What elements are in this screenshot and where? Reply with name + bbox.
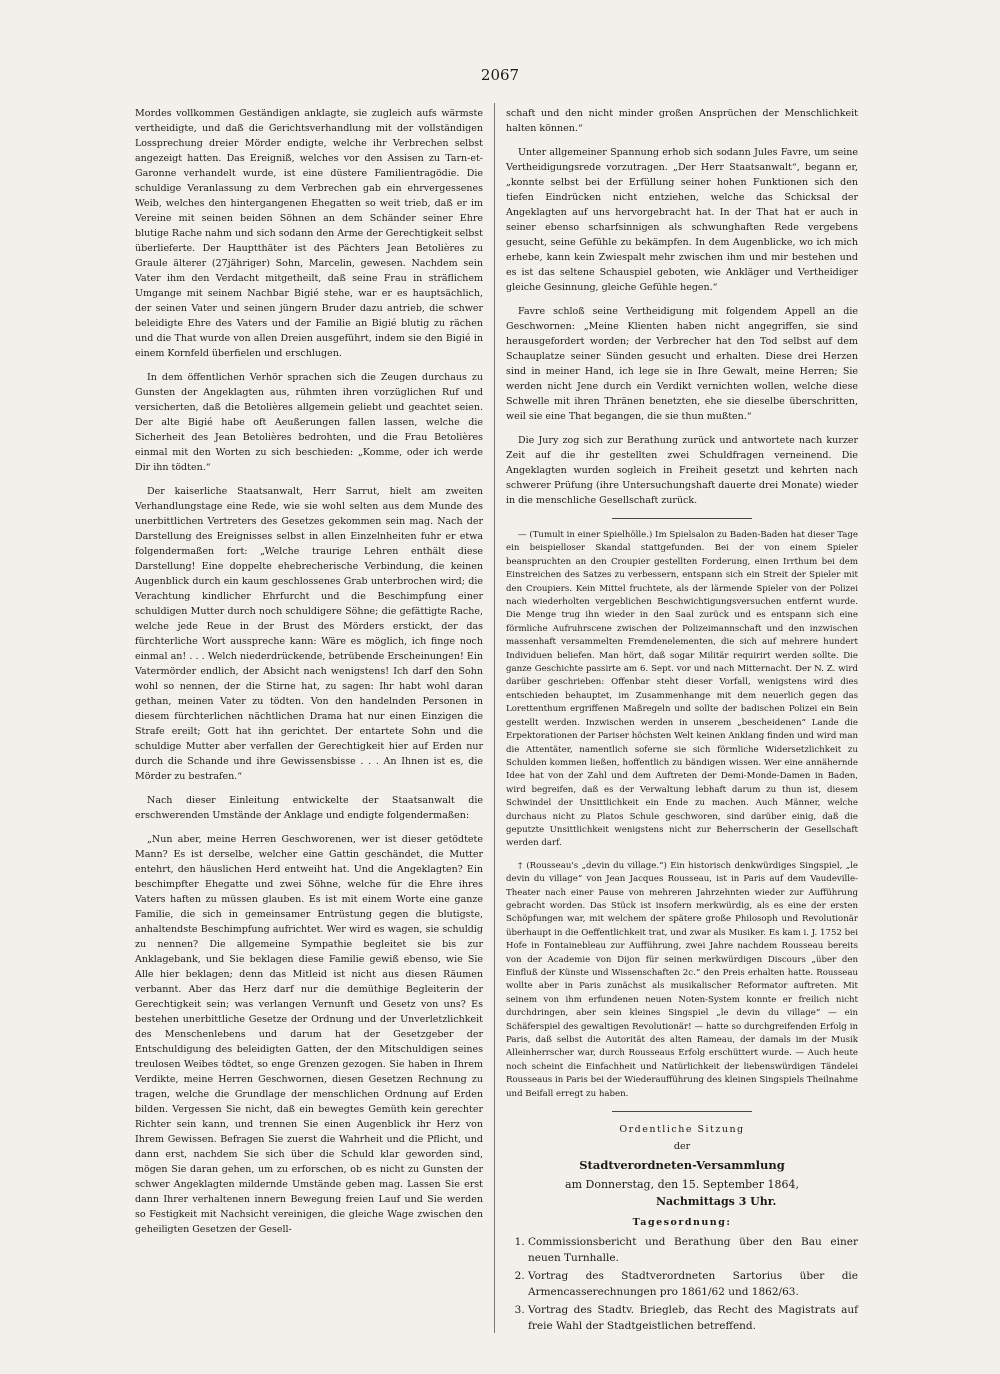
news-item-spielhoelle: — (Tumult in einer Spielhölle.) Im Spielsalon zu Baden-Baden hat dieser Tage ein beispielloser Skandal stattgefunden. Bei der von einem Spieler beanspruchten an den Croupier gestellten Forderung, einen Irrthum bei dem Einstreichen des Satzes zu verbessern, entspann sich ein Streit der Spieler mit den Croupiers. Kein Mittel fruchtete, als der lärmende Spieler von der Polizei nach wiederholten vergeblichen Beschwichtigungsversuchen entfernt wurde. Die Menge trug ihn wieder in den Saal zurück und es entspann sich eine förmliche Aufruhrscene zwischen der Polizeimannschaft und den inzwischen massenhaft versammelten Fremdenelementen, die sich auf mehrere hundert Individuen beliefen. Man hört, daß sogar Militär requirirt werden sollte. Die ganze Geschichte passirte am 6. Sept. vor und nach Mitternacht. Der N. Z. wird darüber geschrieben: Offenbar steht dieser Vorfall, wenigstens wird dies entschieden behauptet, im Zusammenhange mit dem neuerlich gegen das Lorettenthum ergriffenen Maßregeln und sollte der badischen Polizei ein Bein gestellt werden. Inzwischen werden in unserem „bescheidenen“ Lande die Erpektorationen der Pariser höchsten Welt keinen Anklang finden und wird man die Attentäter, namentlich soferne sie sich förmliche Widersetzlichkeit zu Schulden kommen ließen, hoffentlich zu bändigen wissen. Wer eine annähernde Idee hat von der Zahl und dem Auftreten der Demi-Monde-Damen in Baden, wird begreifen, daß es der Verwaltung lebhaft darum zu thun ist, diesem Schwindel der Unsittlichkeit ein Ende zu machen. Auch Männer, welche durchaus nicht zu Platos Schule geschworen, sind darüber einig, daß die geputzte Unsittlichkeit wenigstens nicht zur Beherrscherin der Gesellschaft werden darf. [506,530,858,849]
agenda-item: 2. Vortrag des Stadtverordneten Sartorius über die Armencasserechnungen pro 1861/62 und 1862/63. [528,1268,858,1300]
paragraph: In dem öffentlichen Verhör sprachen sich die Zeugen durchaus zu Gunsten der Angeklagten aus, rühmten ihren vorzüglichen Ruf und versicherten, daß die Betolières allgemein geliebt und geachtet seien. Der alte Bigié habe oft Aeußerungen fallen lassen, welche die Sicherheit des Jean Betolières bedrohten, und die Frau Betolières einmal mit den Worten zu sich beschieden: „Komme, oder ich werde Dir ihn tödten.“ [135,372,483,473]
right-column [506,106,858,1336]
paragraph: Unter allgemeiner Spannung erhob sich sodann Jules Favre, um seine Vertheidigungsrede vorzutragen. „Der Herr Staatsanwalt“, begann er, „konnte selbst bei der Erfüllung seiner hohen Funktionen sich den tiefen Eindrücken nicht entziehen, welche das Schicksal der Angeklagten auf uns hervorgebracht hat. In der That hat er auch in seiner ebenso scharfsinnigen als schwunghaften Rede vergebens gesucht, seine Gefühle zu bekämpfen. In dem Augenblicke, wo ich mich erhebe, kann kein Zwiespalt mehr zwischen ihm und mir bestehen und es ist das seltene Schauspiel geboten, wie Ankläger und Vertheidiger gleiche Gesinnung, gleiche Gefühle hegen.“ [506,147,858,293]
paragraph: Favre schloß seine Vertheidigung mit folgendem Appell an die Geschwornen: „Meine Klienten haben nicht angegriffen, sie sind herausgefordert worden; der Verbrecher hat den Tod selbst auf dem Schauplatze seiner Sünden gesucht und erhalten. Diese drei Herzen sind in meiner Hand, ich lege sie in Ihre Gewalt, meine Herren; Sie werden nicht Jene durch ein Verdikt vernichten wollen, welche diese Schwelle mit ihren Thränen benetzten, ehe sie dieselbe überschritten, weil sie eine That begangen, die sie thun mußten.“ [506,306,858,422]
agenda-item: 3. Vortrag des Stadtv. Briegleb, das Recht des Magistrats auf freie Wahl der Stadtgeistlichen betreffend. [528,1302,858,1334]
paragraph: schaft und den nicht minder großen Ansprüchen der Menschlichkeit halten können.“ [506,108,858,134]
agenda-list [506,1234,858,1334]
notice-time: Nachmittags 3 Uhr. [656,1195,777,1209]
news-item-rousseau: † (Rousseau's „devin du village.“) Ein historisch denkwürdiges Singspiel, „le devin du village“ von Jean Jacques Rousseau, ist in Paris auf dem Vaudeville-Theater nach einer Pause von mehreren Jahrzehnten wieder zur Aufführung gebracht worden. Das Stück ist insofern merkwürdig, als es eine der ersten Schöpfungen war, mit welchem der spätere große Philosoph und Revolutionär überhaupt in die Oeffentlichkeit trat, und zwar als Musiker. Es kam i. J. 1752 bei Hofe in Fontainebleau zur Aufführung, zwei Jahre nachdem Rousseau bereits von der Academie von Dijon für seinen merkwürdigen Discours „über den Einfluß der Künste und Wissenschaften 2c.“ den Preis erhalten hatte. Rousseau wollte aber in Paris zunächst als musikalischer Reformator auftreten. Mit seinem von ihm erfundenen neuen Noten-System konnte er freilich nicht durchdringen, aber sein kleines Singspiel „le devin du village“ — ein Schäferspiel des gewaltigen Revolutionär! — hatte so durchgreifenden Erfolg in Paris, daß selbst die Autorität des alten Rameau, der damals im der Musik Alleinherrscher war, durch Rousseaus Erfolg erschüttert wurde. — Auch heute noch scheint die Einfachheit und Natürlichkeit der liebenswürdigen Tändelei Rousseaus in Paris bei der Wiederaufführung des kleinen Singspiels Theilnahme und Beifall erregt zu haben. [506,860,858,1099]
meeting-notice [506,1122,858,1334]
paragraph: Der kaiserliche Staatsanwalt, Herr Sarrut, hielt am zweiten Verhandlungstage eine Rede, wie sie wohl selten aus dem Munde des unerbittlichen Vertreters des Gesetzes gekommen sein mag. Nach der Darstellung des Ereignisses selbst in allen Einzelnheiten fuhr er etwa folgendermaßen fort: „Welche traurige Lehren enthält diese Darstellung! Eine doppelte ehebrecherische Verbindung, die keinen Augenblick durch ein kaum geschlossenes Grab unterbrochen wird; die Verachtung kindlicher Ehrfurcht und die Beschimpfung einer schuldigen Mutter durch noch schuldigere Söhne; die gefättigte Rache, welche jede Reue in der Brust des Mörders erstickt, der das fürchterliche Wort ausspreche kann: Wäre es möglich, ich finge noch einmal an! . . . Welch niederdrückende, betrübende Erscheinungen! Ein Vatermörder endlich, der Absicht nach wenigstens! Ich darf den Sohn wohl so nennen, der die Stirne hat, zu sagen: Ihr habt wohl daran gethan, meinen Vater zu tödten. Von den handelnden Personen in diesem fürchterlichen nächtlichen Drama hat nur einen Einzigen die Strafe ereilt; Gott hat ihn gerichtet. Der entartete Sohn und die schuldige Mutter aber verfallen der Gerechtigkeit hier auf Erden nur durch die Schande und ihre Gewissensbisse . . . An Ihnen ist es, die Mörder zu bestrafen.“ [135,486,483,782]
notice-title: Stadtverordneten-Versammlung [579,1158,785,1173]
notice-date: am Donnerstag, den 15. September 1864, [565,1178,799,1192]
column-divider [494,103,495,1333]
paragraph: Mordes vollkommen Geständigen anklagte, sie zugleich aufs wärmste vertheidigte, und daß die Gerichtsverhandlung mit der vollständigen Lossprechung dreier Mörder endigte, welche ihr Verbrechen selbst angezeigt hatten. Das Ereigniß, welches vor den Assisen zu Tarn-et-Garonne verhandelt wurde, ist eine düstere Familientragödie. Die schuldige Veranlassung zu dem Verbrechen gab ein ehrvergessenes Weib, welches den hintergangenen Ehegatten so weit trieb, daß er im Vereine mit seinen beiden Söhnen an dem Schänder seiner Ehre blutige Rache nahm und sich sodann den Arme der Gerechtigkeit selbst überlieferte. Der Hauptthäter ist des Pächters Jean Betolières zu Graule älterer (27jähriger) Sohn, Marcelin, gewesen. Nachdem sein Vater ihm den Verdacht mitgetheilt, daß seine Frau in sträflichem Umgange mit seinem Nachbar Bigié stehe, war er es hauptsächlich, der seinen Vater und seinen jüngern Bruder dazu antrieb, die schwer beleidigte Ehre des Vaters und der Familie an Bigié blutig zu rächen und die That wurde von allen Dreien ausgeführt, indem sie den Bigié in einem Kornfeld überfielen und erschlugen. [135,108,483,359]
paragraph: Nach dieser Einleitung entwickelte der Staatsanwalt die erschwerenden Umstände der Anklage und endigte folgendermaßen: [135,795,483,821]
paragraph: Die Jury zog sich zur Berathung zurück und antwortete nach kurzer Zeit auf die ihr gestellten zwei Schuldfragen verneinend. Die Angeklagten wurden sogleich in Freiheit gesetzt und kehrten nach schwerer Prüfung (ihre Untersuchungshaft dauerte drei Monate) wieder in die menschliche Gesellschaft zurück. [506,435,858,506]
paragraph: „Nun aber, meine Herren Geschworenen, wer ist dieser getödtete Mann? Es ist derselbe, welcher eine Gattin geschändet, die Mutter entehrt, den häuslichen Herd entweiht hat. Und die Angeklagten? Ein beschimpfter Ehegatte und zwei Söhne, welche für die Ehre ihres Vaters haften zu müssen glauben. Es ist mit einem Worte eine ganze Familie, die sich in gemeinsamer Entrüstung gegen die blutigste, anhaltendste Beschimpfung aufrichtet. Wer wird es wagen, sie schuldig zu nennen? Die allgemeine Sympathie begleitet sie bis zur Anklagebank, und Sie beklagen diese Familie gewiß ebenso, wie Sie Alle hier beklagen; denn das Mitleid ist nicht aus diesen Räumen verbannt. Aber das Herz darf nur die demüthige Begleiterin der Gerechtigkeit sein; was verlangen Vernunft und Gesetz von uns? Es bestehen unerbittliche Gesetze der Ordnung und der Unverletzlichkeit des Menschenlebens und darum hat der Gesetzgeber der Entschuldigung des beleidigten Gatten, der den Mitschuldigen seines treulosen Weibes tödtet, so enge Grenzen gezogen. Sie haben in Ihrem Verdikte, meine Herren Geschwornen, diesen Gesetzen Rechnung zu tragen, welche die Grundlage der menschlichen Ordnung auf Erden bilden. Vergessen Sie nicht, daß ein bewegtes Gemüth kein gerechter Richter sein kann, und trennen Sie einen Augenblick ihr Herz von Ihrem Gewissen. Befragen Sie zuerst die Wahrheit und die Pflicht, und dann erst, nachdem Sie sich über die Schuld klar geworden sind, mögen Sie daran gehen, um zu erforschen, ob es nicht zu Gunsten der schwer Angeklagten mildernde Umstände geben mag. Lassen Sie erst dann Ihrer verhaltenen innern Bewegung freien Lauf und Sie werden so Festigkeit mit Nachsicht vereinigen, die gleiche Wage zwischen den geheiligten Gesetzen der Gesell- [135,834,483,1235]
section-divider [612,1111,752,1112]
section-divider [612,518,752,519]
left-column [135,106,483,1246]
page-number: 2067 [480,66,520,84]
agenda-item: 1. Commissionsbericht und Berathung über den Bau einer neuen Turnhalle. [528,1234,858,1266]
notice-der: der [673,1141,691,1153]
agenda-heading: Tagesordnung: [632,1217,732,1229]
notice-heading: Ordentliche Sitzung [619,1124,745,1136]
